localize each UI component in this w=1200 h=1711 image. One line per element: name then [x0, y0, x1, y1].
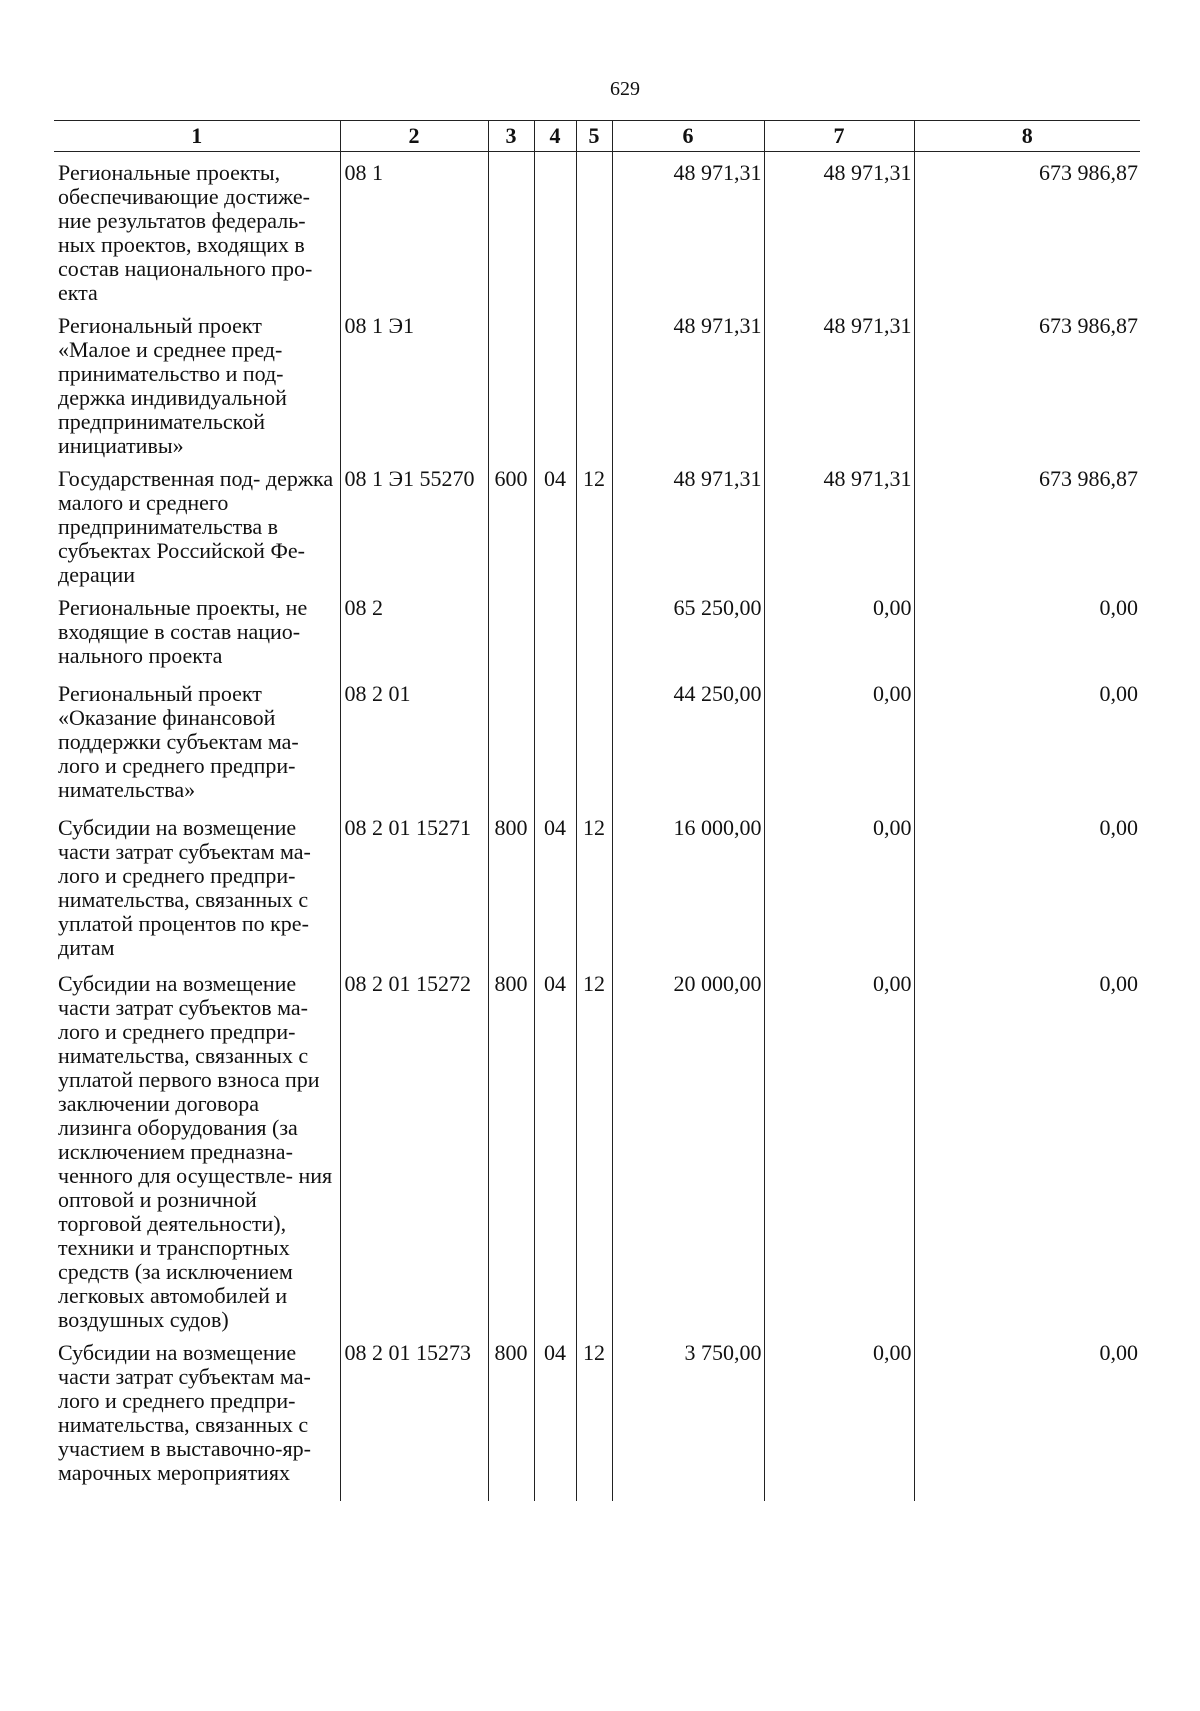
row-col-5: 12	[576, 807, 612, 963]
header-col-2: 2	[340, 121, 488, 152]
row-col-3	[488, 587, 534, 673]
row-col-8: 0,00	[914, 587, 1140, 673]
row-code: 08 2 01 15273	[340, 1332, 488, 1501]
row-name: Региональные проекты, обеспечивающие достиже- ние результатов федераль- ных проектов, входящих в состав национального про- екта	[58, 160, 313, 305]
row-col-4	[534, 305, 576, 458]
row-col-6: 48 971,31	[612, 458, 764, 587]
row-col-8: 0,00	[914, 1332, 1140, 1501]
row-code: 08 2 01 15271	[340, 807, 488, 963]
row-col-7: 0,00	[764, 807, 914, 963]
table-row	[54, 963, 1140, 1332]
row-code: 08 1 Э1 55270	[340, 458, 488, 587]
header-col-8: 8	[914, 121, 1140, 152]
row-name: Субсидии на возмещение части затрат субъектам ма- лого и среднего предпри- нимательства, связанных с уплатой процентов по кре- дитам	[58, 815, 311, 960]
table-row	[54, 305, 1140, 458]
row-code: 08 1	[340, 152, 488, 306]
table-row	[54, 458, 1140, 587]
header-col-3: 3	[488, 121, 534, 152]
row-col-4	[534, 673, 576, 807]
table-row	[54, 1332, 1140, 1501]
row-code: 08 2 01 15272	[340, 963, 488, 1332]
row-col-7: 48 971,31	[764, 458, 914, 587]
header-col-6: 6	[612, 121, 764, 152]
row-col-7: 0,00	[764, 963, 914, 1332]
row-col-6: 65 250,00	[612, 587, 764, 673]
page-number: 629	[610, 78, 640, 100]
budget-table	[54, 120, 1140, 1501]
header-row	[54, 121, 1140, 152]
row-col-3	[488, 673, 534, 807]
row-col-3: 600	[488, 458, 534, 587]
header-col-4: 4	[534, 121, 576, 152]
header-col-7: 7	[764, 121, 914, 152]
row-col-6: 3 750,00	[612, 1332, 764, 1501]
row-col-6: 16 000,00	[612, 807, 764, 963]
row-name: Субсидии на возмещение части затрат субъектам ма- лого и среднего предпри- нимательства, связанных с участием в выставочно-яр- марочных мероприятиях	[58, 1340, 311, 1485]
row-col-7: 48 971,31	[764, 152, 914, 306]
row-code: 08 2	[340, 587, 488, 673]
row-col-4	[534, 587, 576, 673]
header-col-5: 5	[576, 121, 612, 152]
row-col-5	[576, 305, 612, 458]
row-col-5: 12	[576, 458, 612, 587]
row-col-3: 800	[488, 807, 534, 963]
row-col-7: 0,00	[764, 587, 914, 673]
row-col-8: 673 986,87	[914, 305, 1140, 458]
row-col-8: 0,00	[914, 673, 1140, 807]
row-col-3: 800	[488, 963, 534, 1332]
row-col-3	[488, 152, 534, 306]
table-row	[54, 152, 1140, 306]
row-col-7: 48 971,31	[764, 305, 914, 458]
row-col-7: 0,00	[764, 673, 914, 807]
row-col-5	[576, 587, 612, 673]
row-col-4: 04	[534, 458, 576, 587]
row-name: Субсидии на возмещение части затрат субъектов ма- лого и среднего предпри- нимательства, связанных с уплатой первого взноса при заключении договора лизинга оборудования (за исключением предназна- ченного для осуществле- ния оптовой и розничной торговой деятельности), техники и транспортных средств (за исключением легковых автомобилей и воздушных судов)	[58, 971, 333, 1332]
row-col-6: 20 000,00	[612, 963, 764, 1332]
row-col-8: 0,00	[914, 807, 1140, 963]
table-row	[54, 673, 1140, 807]
row-col-4	[534, 152, 576, 306]
row-col-6: 48 971,31	[612, 152, 764, 306]
row-col-3: 800	[488, 1332, 534, 1501]
row-name: Государственная под- держка малого и среднего предпринимательства в субъектах Российской Фе- дерации	[58, 466, 334, 587]
row-name: Региональный проект «Оказание финансовой поддержки субъектам ма- лого и среднего предпри- нимательства»	[58, 681, 299, 802]
row-col-5	[576, 673, 612, 807]
table-row	[54, 587, 1140, 673]
row-col-4: 04	[534, 807, 576, 963]
row-name: Региональный проект «Малое и среднее пред- принимательство и под- держка индивидуальной предпринимательской инициативы»	[58, 313, 287, 458]
row-col-5	[576, 152, 612, 306]
row-code: 08 1 Э1	[340, 305, 488, 458]
row-col-6: 44 250,00	[612, 673, 764, 807]
table-row	[54, 807, 1140, 963]
row-col-8: 0,00	[914, 963, 1140, 1332]
row-col-5: 12	[576, 1332, 612, 1501]
row-col-4: 04	[534, 1332, 576, 1501]
row-col-6: 48 971,31	[612, 305, 764, 458]
row-name: Региональные проекты, не входящие в состав нацио- нального проекта	[58, 595, 308, 668]
row-col-7: 0,00	[764, 1332, 914, 1501]
header-col-1: 1	[54, 121, 340, 152]
row-col-4: 04	[534, 963, 576, 1332]
row-col-8: 673 986,87	[914, 152, 1140, 306]
row-col-3	[488, 305, 534, 458]
row-col-8: 673 986,87	[914, 458, 1140, 587]
row-col-5: 12	[576, 963, 612, 1332]
row-code: 08 2 01	[340, 673, 488, 807]
